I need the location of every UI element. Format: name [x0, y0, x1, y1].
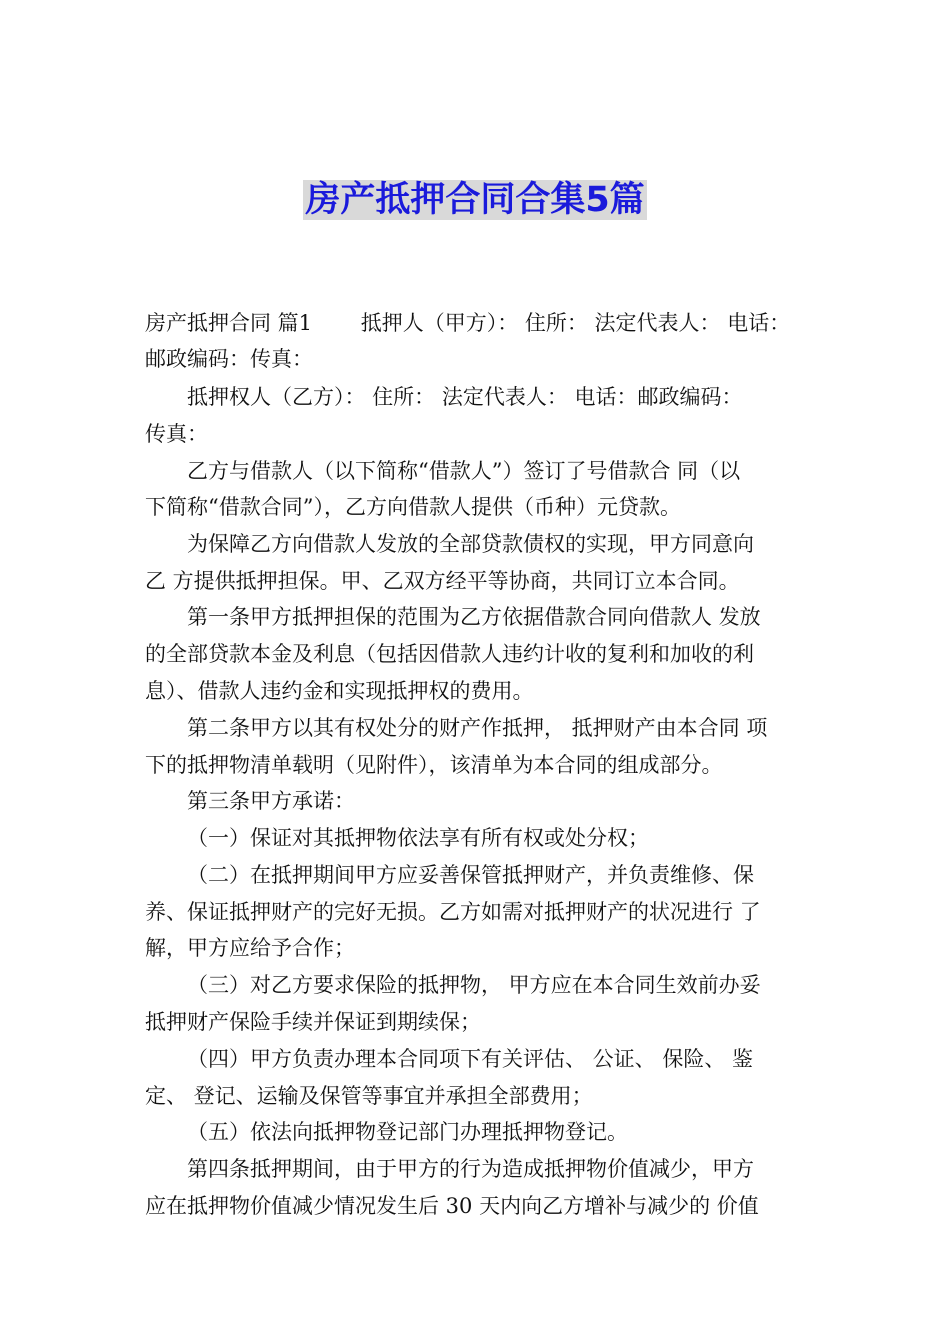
paragraph-line: （四）甲方负责办理本合同项下有关评估、 公证、 保险、 鉴 — [187, 1047, 754, 1071]
paragraph-line: 定、 登记、运输及保管等事宜并承担全部费用； — [145, 1084, 593, 1108]
paragraph-line: 的全部贷款本金及利息（包括因借款人违约计收的复利和加收的利 — [145, 642, 754, 666]
paragraph-line: （三）对乙方要求保险的抵押物， 甲方应在本合同生效前办妥 — [187, 973, 761, 997]
paragraph-line: 传真： — [145, 422, 208, 446]
paragraph-line: （五）依法向抵押物登记部门办理抵押物登记。 — [187, 1120, 628, 1144]
paragraph-line: 乙方与借款人（以下简称“借款人”）签订了号借款合 同（以 — [187, 459, 741, 483]
paragraph-line: 为保障乙方向借款人发放的全部贷款债权的实现，甲方同意向 — [187, 532, 754, 556]
document-title: 房产抵押合同合集5篇 — [305, 180, 645, 220]
paragraph-line: （一）保证对其抵押物依法享有所有权或处分权； — [187, 826, 649, 850]
paragraph-line: （二）在抵押期间甲方应妥善保管抵押财产，并负责维修、保 — [187, 863, 754, 887]
paragraph-line: 第一条甲方抵押担保的范围为乙方依据借款合同向借款人 发放 — [187, 605, 761, 629]
paragraph-line: 下的抵押物清单载明（见附件），该清单为本合同的组成部分。 — [145, 753, 723, 777]
paragraph-line: 房产抵押合同 篇1 抵押人（甲方）： 住所： 法定代表人： 电话： — [145, 311, 791, 335]
paragraph-line: 抵押权人（乙方）： 住所： 法定代表人： 电话：邮政编码： — [187, 385, 743, 409]
paragraph-line: 息）、借款人违约金和实现抵押权的费用。 — [145, 679, 534, 703]
paragraph-line: 乙 方提供抵押担保。甲、乙双方经平等协商，共同订立本合同。 — [145, 569, 740, 593]
paragraph-line: 第四条抵押期间，由于甲方的行为造成抵押物价值减少，甲方 — [187, 1157, 754, 1181]
paragraph-line: 下简称“借款合同”），乙方向借款人提供（币种）元贷款。 — [145, 495, 681, 519]
paragraph-line: 解，甲方应给予合作； — [145, 936, 355, 960]
paragraph-line: 抵押财产保险手续并保证到期续保； — [145, 1010, 481, 1034]
paragraph-line: 养、保证抵押财产的完好无损。乙方如需对抵押财产的状况进行 了 — [145, 900, 761, 924]
paragraph-line: 第三条甲方承诺： — [187, 789, 355, 813]
paragraph-line: 邮政编码：传真： — [145, 347, 313, 371]
paragraph-line: 第二条甲方以其有权处分的财产作抵押， 抵押财产由本合同 项 — [187, 716, 768, 740]
paragraph-line: 应在抵押物价值减少情况发生后 30 天内向乙方增补与减少的 价值 — [145, 1194, 759, 1218]
